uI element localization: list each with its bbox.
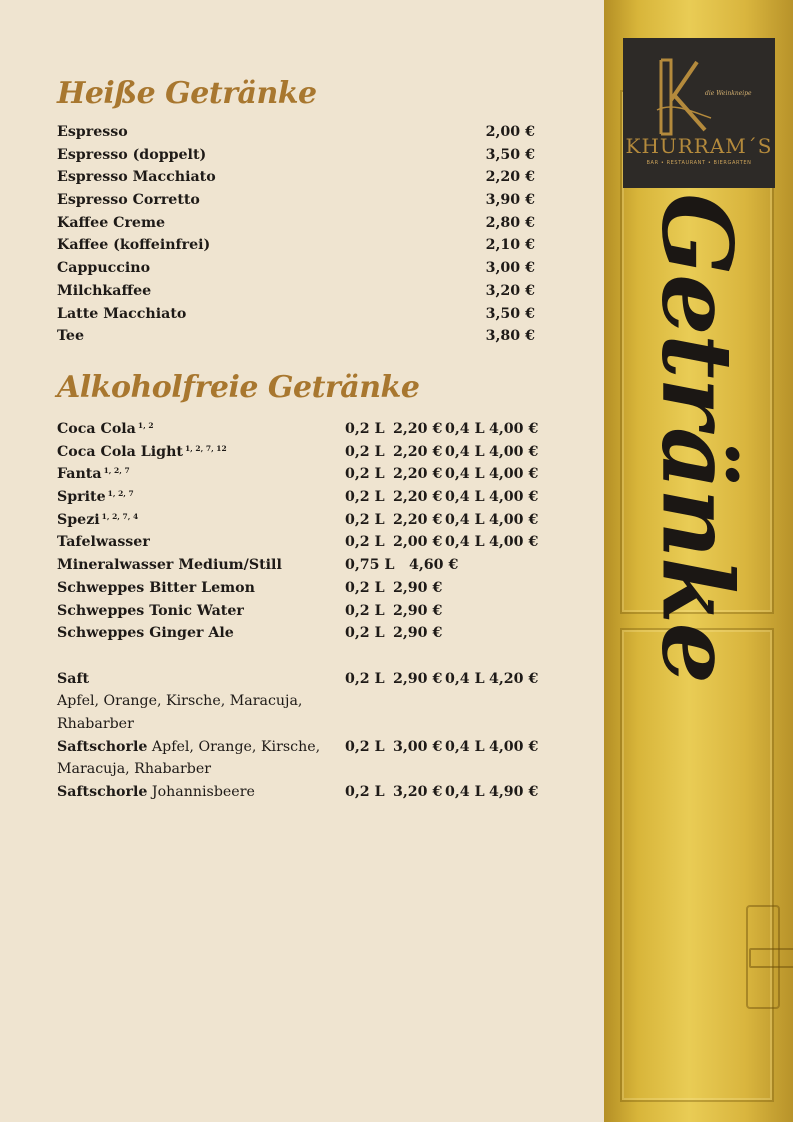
item-price: 3,50 € — [485, 146, 535, 163]
item-name: Espresso Corretto — [57, 192, 200, 209]
menu-item — [57, 600, 547, 623]
menu-item — [57, 325, 547, 348]
item-name: Schweppes Bitter Lemon — [57, 579, 255, 596]
price-large: 4,00 € — [489, 511, 539, 528]
menu-item — [57, 622, 547, 645]
menu-item — [57, 463, 547, 486]
size-small: 0,2 L — [345, 534, 385, 551]
side-title-text: Getränke — [640, 193, 754, 683]
item-name: Saftschorle — [57, 738, 148, 755]
item-description: Apfel, Orange, Kirsche, — [151, 738, 321, 755]
price-large: 4,00 € — [489, 466, 539, 483]
item-name: Spezi — [57, 511, 100, 528]
item-name: Mineralwasser Medium/Still — [57, 557, 282, 574]
size-large: 0,4 L — [445, 489, 485, 506]
item-description: Maracuja, Rhabarber — [57, 761, 212, 778]
item-name: Fanta — [57, 466, 102, 483]
price-small: 3,00 € — [393, 738, 443, 755]
item-name: Tafelwasser — [57, 534, 150, 551]
menu-item — [57, 486, 547, 509]
price-small: 2,90 € — [393, 602, 443, 619]
soft-drinks-list — [57, 418, 547, 804]
additive-note: 1, 2, 7 — [107, 489, 134, 499]
size-small: 0,2 L — [345, 579, 385, 596]
hot-drinks-heading: Heiße Getränke — [57, 76, 317, 111]
door-hinge-pin-icon — [749, 948, 793, 968]
item-name: Kaffee Creme — [57, 214, 165, 231]
additive-note: 1, 2 — [137, 421, 154, 430]
menu-item — [57, 234, 547, 257]
price-small: 2,90 € — [393, 670, 443, 687]
price-small: 2,20 € — [393, 443, 443, 460]
price-large: 4,90 € — [489, 784, 539, 800]
menu-item — [57, 509, 547, 532]
spacer — [57, 645, 547, 668]
brand-script: die Weinkneipe — [705, 90, 752, 97]
brand-name: KHURRAM´S — [625, 134, 773, 158]
menu-item — [57, 736, 547, 759]
item-price: 3,00 € — [485, 260, 535, 277]
item-name: Milchkaffee — [57, 282, 152, 299]
item-price: 3,90 € — [485, 192, 535, 209]
menu-item — [57, 212, 547, 235]
size-large: 0,4 L — [445, 670, 485, 687]
menu-item — [57, 189, 547, 212]
size-large: 0,4 L — [445, 784, 485, 800]
item-price: 3,80 € — [485, 328, 535, 345]
item-name: Schweppes Ginger Ale — [57, 625, 234, 642]
size-large: 0,4 L — [445, 738, 485, 755]
price-large: 4,00 € — [489, 738, 539, 755]
price-small: 2,90 € — [393, 579, 443, 596]
menu-item — [57, 531, 547, 554]
item-price: 2,20 € — [485, 169, 535, 186]
size-large: 0,4 L — [445, 443, 485, 460]
item-description: Rhabarber — [57, 715, 134, 732]
price-large: 4,00 € — [489, 443, 539, 460]
item-name: Schweppes Tonic Water — [57, 602, 244, 619]
item-name: Latte Macchiato — [57, 305, 187, 322]
menu-item — [57, 144, 547, 167]
menu-item — [57, 280, 547, 303]
menu-item — [57, 441, 547, 464]
price-small: 2,20 € — [393, 421, 443, 437]
item-name: Tee — [57, 328, 84, 345]
k-monogram-icon — [653, 52, 713, 142]
price-small: 2,00 € — [393, 534, 443, 551]
item-name: Kaffee (koffeinfrei) — [57, 237, 211, 254]
size-small: 0,2 L — [345, 738, 385, 755]
menu-item — [57, 668, 547, 691]
hot-drinks-list — [57, 121, 547, 348]
item-price: 2,80 € — [485, 214, 535, 231]
menu-item — [57, 781, 547, 804]
size-large: 0,4 L — [445, 534, 485, 551]
price-small: 2,20 € — [393, 511, 443, 528]
item-name: Coca Cola Light — [57, 443, 183, 460]
size-small: 0,2 L — [345, 625, 385, 642]
item-name: Saftschorle — [57, 784, 148, 800]
soft-drinks-heading: Alkoholfreie Getränke — [57, 370, 420, 405]
door-lower-inset — [620, 628, 774, 1102]
size-small: 0,2 L — [345, 421, 385, 437]
menu-item — [57, 554, 547, 577]
additive-note: 1, 2, 7, 12 — [184, 443, 227, 453]
menu-item — [57, 121, 547, 144]
item-price: 2,10 € — [485, 237, 535, 254]
menu-item — [57, 418, 547, 441]
size-small: 0,75 L — [345, 557, 395, 574]
size-small: 0,2 L — [345, 511, 385, 528]
menu-item — [57, 166, 547, 189]
size-large: 0,4 L — [445, 511, 485, 528]
menu-item — [57, 257, 547, 280]
price-small: 4,60 € — [409, 557, 459, 574]
size-small: 0,2 L — [345, 670, 385, 687]
brand-logo — [623, 38, 775, 188]
item-price: 3,20 € — [485, 282, 535, 299]
item-name: Espresso — [57, 124, 128, 140]
item-name: Espresso (doppelt) — [57, 146, 207, 163]
price-large: 4,00 € — [489, 421, 539, 437]
item-description: Apfel, Orange, Kirsche, Maracuja, — [57, 693, 303, 710]
price-small: 3,20 € — [393, 784, 443, 800]
size-small: 0,2 L — [345, 784, 385, 800]
item-name: Cappuccino — [57, 260, 151, 277]
menu-item — [57, 303, 547, 326]
price-small: 2,20 € — [393, 489, 443, 506]
price-small: 2,90 € — [393, 625, 443, 642]
price-large: 4,00 € — [489, 534, 539, 551]
item-name: Coca Cola — [57, 421, 136, 437]
item-price: 2,00 € — [485, 124, 535, 140]
size-small: 0,2 L — [345, 466, 385, 483]
additive-note: 1, 2, 7, 4 — [101, 511, 139, 521]
item-name: Espresso Macchiato — [57, 169, 216, 186]
menu-item — [57, 577, 547, 600]
size-small: 0,2 L — [345, 443, 385, 460]
price-small: 2,20 € — [393, 466, 443, 483]
size-large: 0,4 L — [445, 466, 485, 483]
size-large: 0,4 L — [445, 421, 485, 437]
item-name: Sprite — [57, 489, 106, 506]
size-small: 0,2 L — [345, 489, 385, 506]
price-large: 4,20 € — [489, 670, 539, 687]
brand-tagline: BAR • RESTAURANT • BIERGARTEN — [646, 160, 752, 166]
price-large: 4,00 € — [489, 489, 539, 506]
additive-note: 1, 2, 7 — [103, 466, 130, 476]
item-description: Johannisbeere — [151, 784, 255, 800]
size-small: 0,2 L — [345, 602, 385, 619]
item-price: 3,50 € — [485, 305, 535, 322]
item-name: Saft — [57, 670, 90, 687]
